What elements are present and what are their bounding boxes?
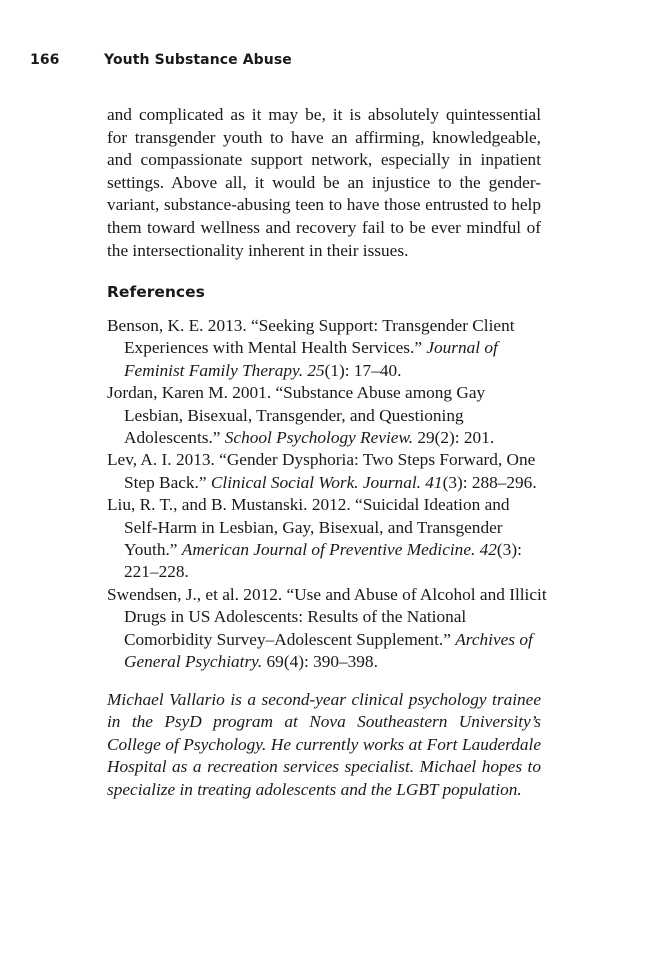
reference-entry: Liu, R. T., and B. Mustanski. 2012. “Suicidal Ideation and Self-Harm in Lesbian, Gay, Bisexual, and Transgender Youth.” American Journal of Preventive Medicine. 42(3): 221–228. [107,495,522,582]
running-title: Youth Substance Abuse [104,52,292,68]
references-list [107,315,547,674]
page-number: 166 [30,52,60,68]
author-bio: Michael Vallario is a second-year clinical psychology trainee in the PsyD program at Nova Southeastern University’s College of Psychology. He currently works at Fort Lauderdale Hospital as a recreation services specialist. Michael hopes to specialize in treating adolescents and the LGBT population. [107,690,541,799]
running-header [30,52,292,68]
reference-entry: Lev, A. I. 2013. “Gender Dysphoria: Two Steps Forward, One Step Back.” Clinical Social Work. Journal. 41(3): 288–296. [107,450,537,492]
references-heading: References [107,283,205,301]
reference-entry: Jordan, Karen M. 2001. “Substance Abuse among Gay Lesbian, Bisexual, Transgender, and Questioning Adolescents.” School Psychology Review. 29(2): 201. [107,383,495,448]
reference-entry: Benson, K. E. 2013. “Seeking Support: Transgender Client Experiences with Mental Health Services.” Journal of Feminist Family Therapy. 25(1): 17–40. [107,316,515,380]
body-paragraph: and complicated as it may be, it is absolutely quintessential for transgender youth to have an affirming, knowledgeable, and compassionate support network, especially in inpatient settings. Above all, it would be an injustice to the gender-variant, substance-abusing teen to have those entrusted to help them toward wellness and recovery fail to be ever mindful of the intersectionality inherent in their issues. [107,105,541,260]
reference-entry: Swendsen, J., et al. 2012. “Use and Abuse of Alcohol and Illicit Drugs in US Adolescents: Results of the National Comorbidity Survey–Adolescent Supplement.” Archives of General Psychiatry. 69(4): 390–398. [107,584,547,672]
